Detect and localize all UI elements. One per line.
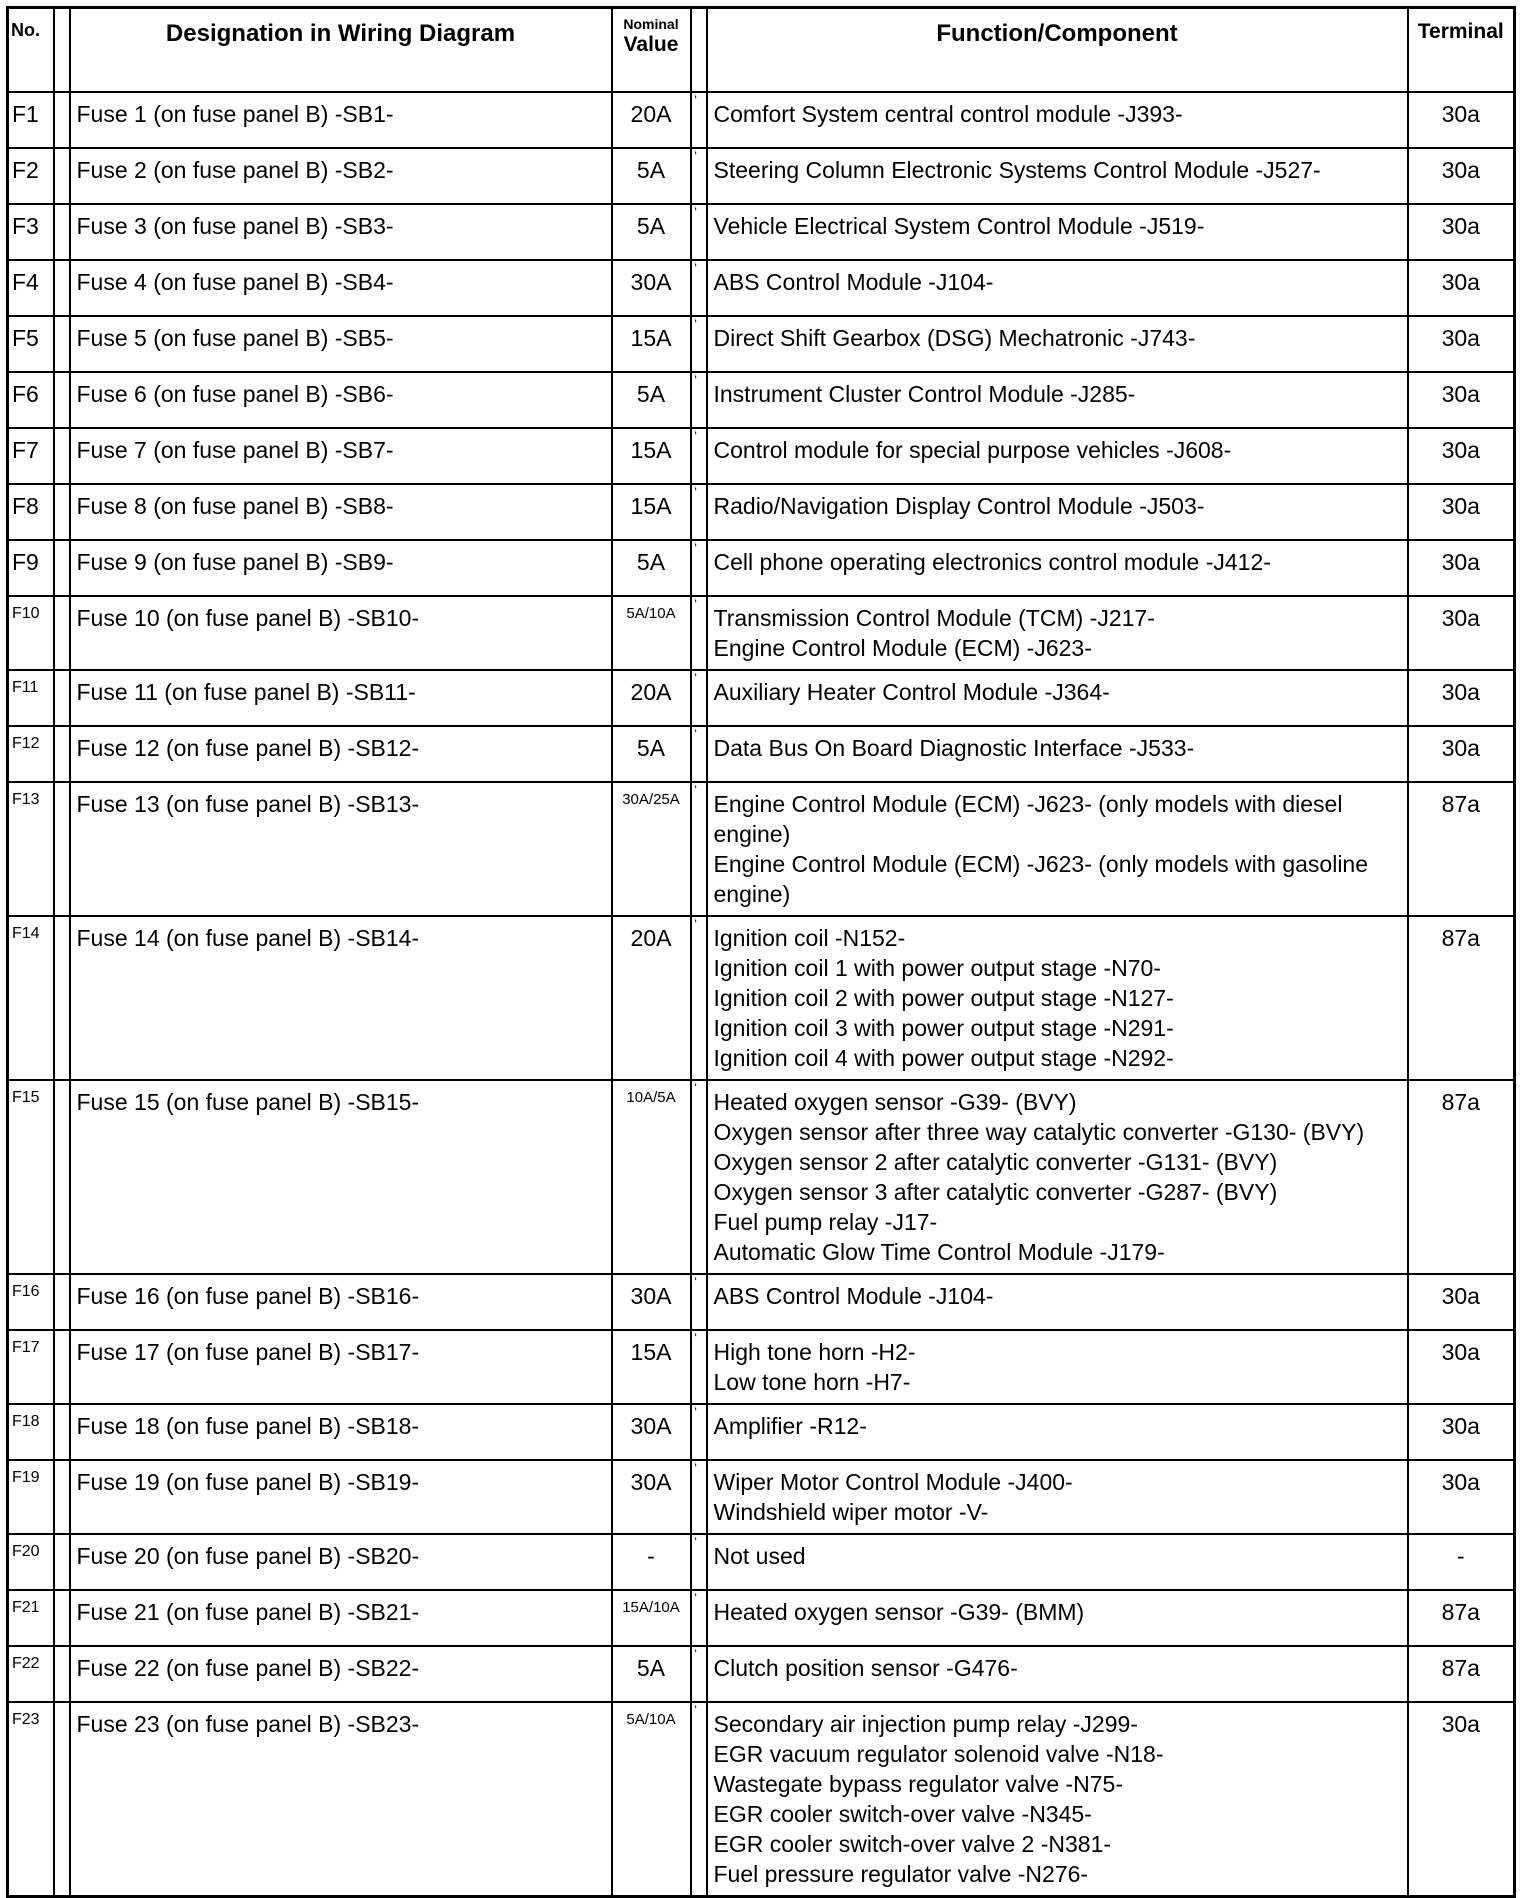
table-row [8, 204, 1515, 260]
function-line: Comfort System central control module -J393- [713, 101, 1183, 127]
fuse-terminal: 30a [1408, 484, 1515, 540]
fuse-designation: Fuse 12 (on fuse panel B) -SB12- [70, 726, 612, 782]
function-line: Direct Shift Gearbox (DSG) Mechatronic -J743- [713, 325, 1196, 351]
row-spacer [54, 484, 70, 540]
fuse-table [6, 6, 1516, 1898]
function-line: Not used [713, 1543, 806, 1569]
row-spacer [54, 1460, 70, 1534]
row-spacer [691, 1646, 707, 1702]
fuse-function [707, 726, 1408, 782]
fuse-number: F11 [8, 670, 54, 726]
table-row [8, 540, 1515, 596]
row-spacer [54, 670, 70, 726]
fuse-designation: Fuse 16 (on fuse panel B) -SB16- [70, 1274, 612, 1330]
fuse-nominal-value: 5A [612, 204, 691, 260]
row-spacer [54, 428, 70, 484]
fuse-number: F18 [8, 1404, 54, 1460]
function-line: Heated oxygen sensor -G39- (BVY) [713, 1089, 1077, 1115]
table-row [8, 596, 1515, 670]
fuse-nominal-value: 15A [612, 1330, 691, 1404]
function-line: ABS Control Module -J104- [713, 269, 994, 295]
function-line: Cell phone operating electronics control module -J412- [713, 549, 1271, 575]
fuse-number: F12 [8, 726, 54, 782]
fuse-nominal-value: 5A [612, 148, 691, 204]
fuse-function [707, 1534, 1408, 1590]
fuse-nominal-value: 20A [612, 916, 691, 1080]
fuse-number: F16 [8, 1274, 54, 1330]
fuse-nominal-value: 15A [612, 428, 691, 484]
row-spacer [691, 260, 707, 316]
fuse-terminal: 30a [1408, 92, 1515, 148]
fuse-nominal-value: 15A/10A [612, 1590, 691, 1646]
function-line: Ignition coil -N152- [713, 925, 906, 951]
function-line: Instrument Cluster Control Module -J285- [713, 381, 1136, 407]
fuse-function [707, 260, 1408, 316]
row-spacer [54, 316, 70, 372]
row-spacer [54, 372, 70, 428]
fuse-function [707, 1274, 1408, 1330]
fuse-terminal: 30a [1408, 1702, 1515, 1897]
fuse-function [707, 916, 1408, 1080]
fuse-function [707, 204, 1408, 260]
fuse-terminal: 30a [1408, 670, 1515, 726]
fuse-terminal: 30a [1408, 596, 1515, 670]
fuse-number: F13 [8, 782, 54, 916]
fuse-nominal-value: - [612, 1534, 691, 1590]
table-row [8, 1590, 1515, 1646]
row-spacer [54, 596, 70, 670]
fuse-terminal: 30a [1408, 316, 1515, 372]
fuse-number: F1 [8, 92, 54, 148]
function-line: Data Bus On Board Diagnostic Interface -J533- [713, 735, 1195, 761]
table-row [8, 1330, 1515, 1404]
fuse-nominal-value: 30A [612, 1274, 691, 1330]
fuse-number: F7 [8, 428, 54, 484]
fuse-designation: Fuse 3 (on fuse panel B) -SB3- [70, 204, 612, 260]
fuse-number: F3 [8, 204, 54, 260]
fuse-nominal-value: 10A/5A [612, 1080, 691, 1274]
fuse-function [707, 484, 1408, 540]
fuse-nominal-value: 15A [612, 316, 691, 372]
table-row [8, 484, 1515, 540]
table-row [8, 782, 1515, 916]
fuse-terminal: 30a [1408, 1330, 1515, 1404]
fuse-table-body [8, 92, 1515, 1897]
fuse-nominal-value: 5A [612, 372, 691, 428]
fuse-designation: Fuse 17 (on fuse panel B) -SB17- [70, 1330, 612, 1404]
fuse-function [707, 1330, 1408, 1404]
fuse-nominal-value: 5A [612, 1646, 691, 1702]
function-line: Oxygen sensor 3 after catalytic converter -G287- (BVY) [713, 1179, 1278, 1205]
function-line: Engine Control Module (ECM) -J623- (only models with gasoline engine) [713, 851, 1369, 907]
fuse-function [707, 1702, 1408, 1897]
table-row [8, 670, 1515, 726]
table-row [8, 1702, 1515, 1897]
header-spacer [54, 8, 70, 93]
row-spacer [54, 92, 70, 148]
table-row [8, 726, 1515, 782]
table-row [8, 148, 1515, 204]
fuse-function [707, 670, 1408, 726]
fuse-designation: Fuse 23 (on fuse panel B) -SB23- [70, 1702, 612, 1897]
function-line: Oxygen sensor after three way catalytic converter -G130- (BVY) [713, 1119, 1365, 1145]
table-row [8, 1404, 1515, 1460]
fuse-function [707, 428, 1408, 484]
row-spacer [54, 204, 70, 260]
function-line: Low tone horn -H7- [713, 1369, 911, 1395]
function-line: Amplifier -R12- [713, 1413, 867, 1439]
fuse-designation: Fuse 14 (on fuse panel B) -SB14- [70, 916, 612, 1080]
header-row [8, 8, 1515, 93]
function-line: ABS Control Module -J104- [713, 1283, 994, 1309]
function-line: EGR cooler switch-over valve 2 -N381- [713, 1831, 1112, 1857]
table-row [8, 316, 1515, 372]
row-spacer [691, 540, 707, 596]
fuse-designation: Fuse 8 (on fuse panel B) -SB8- [70, 484, 612, 540]
fuse-number: F23 [8, 1702, 54, 1897]
row-spacer [54, 1590, 70, 1646]
row-spacer [691, 1460, 707, 1534]
row-spacer [54, 726, 70, 782]
function-line: Oxygen sensor 2 after catalytic converter -G131- (BVY) [713, 1149, 1278, 1175]
header-terminal: Terminal [1408, 8, 1515, 93]
header-nominal-value [612, 8, 691, 93]
fuse-designation: Fuse 5 (on fuse panel B) -SB5- [70, 316, 612, 372]
function-line: Ignition coil 4 with power output stage -N292- [713, 1045, 1174, 1071]
fuse-terminal: 30a [1408, 1404, 1515, 1460]
fuse-nominal-value: 20A [612, 670, 691, 726]
fuse-designation: Fuse 20 (on fuse panel B) -SB20- [70, 1534, 612, 1590]
fuse-nominal-value: 30A [612, 260, 691, 316]
fuse-designation: Fuse 11 (on fuse panel B) -SB11- [70, 670, 612, 726]
row-spacer [691, 1404, 707, 1460]
fuse-terminal: - [1408, 1534, 1515, 1590]
fuse-number: F14 [8, 916, 54, 1080]
function-line: Ignition coil 1 with power output stage -N70- [713, 955, 1161, 981]
header-spacer [691, 8, 707, 93]
function-line: Wiper Motor Control Module -J400- [713, 1469, 1073, 1495]
row-spacer [691, 1274, 707, 1330]
row-spacer [691, 1702, 707, 1897]
fuse-terminal: 30a [1408, 726, 1515, 782]
header-nominal-label: Nominal [623, 16, 679, 32]
header-function: Function/Component [707, 8, 1408, 93]
function-line: Radio/Navigation Display Control Module -J503- [713, 493, 1205, 519]
table-row [8, 1534, 1515, 1590]
fuse-number: F19 [8, 1460, 54, 1534]
fuse-designation: Fuse 6 (on fuse panel B) -SB6- [70, 372, 612, 428]
fuse-designation: Fuse 9 (on fuse panel B) -SB9- [70, 540, 612, 596]
fuse-nominal-value: 5A [612, 540, 691, 596]
function-line: Vehicle Electrical System Control Module -J519- [713, 213, 1205, 239]
fuse-nominal-value: 20A [612, 92, 691, 148]
fuse-terminal: 30a [1408, 204, 1515, 260]
row-spacer [691, 484, 707, 540]
function-line: Fuel pressure regulator valve -N276- [713, 1861, 1089, 1887]
row-spacer [691, 596, 707, 670]
row-spacer [54, 260, 70, 316]
table-row [8, 372, 1515, 428]
row-spacer [691, 782, 707, 916]
row-spacer [691, 372, 707, 428]
row-spacer [54, 1080, 70, 1274]
function-line: Steering Column Electronic Systems Control Module -J527- [713, 157, 1321, 183]
fuse-nominal-value: 30A [612, 1460, 691, 1534]
fuse-terminal: 87a [1408, 782, 1515, 916]
row-spacer [54, 1702, 70, 1897]
function-line: Auxiliary Heater Control Module -J364- [713, 679, 1110, 705]
table-row [8, 916, 1515, 1080]
fuse-number: F22 [8, 1646, 54, 1702]
table-row [8, 1080, 1515, 1274]
fuse-function [707, 92, 1408, 148]
fuse-function [707, 148, 1408, 204]
function-line: High tone horn -H2- [713, 1339, 916, 1365]
fuse-number: F21 [8, 1590, 54, 1646]
fuse-designation: Fuse 2 (on fuse panel B) -SB2- [70, 148, 612, 204]
fuse-nominal-value: 5A/10A [612, 596, 691, 670]
fuse-designation: Fuse 4 (on fuse panel B) -SB4- [70, 260, 612, 316]
fuse-designation: Fuse 19 (on fuse panel B) -SB19- [70, 1460, 612, 1534]
row-spacer [691, 92, 707, 148]
function-line: EGR vacuum regulator solenoid valve -N18- [713, 1741, 1164, 1767]
fuse-number: F20 [8, 1534, 54, 1590]
function-line: Engine Control Module (ECM) -J623- [713, 635, 1092, 661]
function-line: Fuel pump relay -J17- [713, 1209, 938, 1235]
row-spacer [691, 316, 707, 372]
header-value-label: Value [623, 33, 679, 56]
function-line: Transmission Control Module (TCM) -J217- [713, 605, 1155, 631]
table-row [8, 1646, 1515, 1702]
fuse-nominal-value: 30A/25A [612, 782, 691, 916]
fuse-terminal: 30a [1408, 1274, 1515, 1330]
row-spacer [691, 148, 707, 204]
header-designation: Designation in Wiring Diagram [70, 8, 612, 93]
fuse-designation: Fuse 22 (on fuse panel B) -SB22- [70, 1646, 612, 1702]
fuse-terminal: 30a [1408, 540, 1515, 596]
fuse-number: F10 [8, 596, 54, 670]
row-spacer [54, 1646, 70, 1702]
fuse-nominal-value: 30A [612, 1404, 691, 1460]
row-spacer [54, 782, 70, 916]
row-spacer [54, 540, 70, 596]
fuse-terminal: 87a [1408, 1080, 1515, 1274]
row-spacer [691, 1330, 707, 1404]
function-line: Automatic Glow Time Control Module -J179- [713, 1239, 1165, 1265]
fuse-designation: Fuse 15 (on fuse panel B) -SB15- [70, 1080, 612, 1274]
row-spacer [691, 1080, 707, 1274]
fuse-function [707, 1080, 1408, 1274]
row-spacer [691, 1590, 707, 1646]
fuse-terminal: 30a [1408, 428, 1515, 484]
fuse-function [707, 782, 1408, 916]
fuse-number: F9 [8, 540, 54, 596]
row-spacer [54, 1404, 70, 1460]
fuse-terminal: 87a [1408, 1590, 1515, 1646]
function-line: Secondary air injection pump relay -J299- [713, 1711, 1138, 1737]
fuse-nominal-value: 15A [612, 484, 691, 540]
fuse-designation: Fuse 10 (on fuse panel B) -SB10- [70, 596, 612, 670]
row-spacer [691, 428, 707, 484]
fuse-number: F15 [8, 1080, 54, 1274]
fuse-function [707, 316, 1408, 372]
function-line: Control module for special purpose vehicles -J608- [713, 437, 1232, 463]
table-row [8, 1460, 1515, 1534]
fuse-number: F17 [8, 1330, 54, 1404]
function-line: Engine Control Module (ECM) -J623- (only models with diesel engine) [713, 791, 1343, 847]
fuse-function [707, 596, 1408, 670]
function-line: Ignition coil 3 with power output stage -N291- [713, 1015, 1174, 1041]
fuse-designation: Fuse 13 (on fuse panel B) -SB13- [70, 782, 612, 916]
function-line: Ignition coil 2 with power output stage -N127- [713, 985, 1174, 1011]
row-spacer [54, 148, 70, 204]
function-line: Windshield wiper motor -V- [713, 1499, 989, 1525]
fuse-number: F8 [8, 484, 54, 540]
fuse-terminal: 87a [1408, 1646, 1515, 1702]
row-spacer [54, 1274, 70, 1330]
table-row [8, 1274, 1515, 1330]
fuse-number: F2 [8, 148, 54, 204]
table-row [8, 92, 1515, 148]
fuse-designation: Fuse 21 (on fuse panel B) -SB21- [70, 1590, 612, 1646]
row-spacer [691, 204, 707, 260]
fuse-terminal: 30a [1408, 148, 1515, 204]
fuse-designation: Fuse 7 (on fuse panel B) -SB7- [70, 428, 612, 484]
row-spacer [691, 916, 707, 1080]
function-line: EGR cooler switch-over valve -N345- [713, 1801, 1092, 1827]
fuse-terminal: 87a [1408, 916, 1515, 1080]
fuse-terminal: 30a [1408, 1460, 1515, 1534]
fuse-function [707, 1646, 1408, 1702]
row-spacer [691, 670, 707, 726]
fuse-function [707, 1404, 1408, 1460]
fuse-designation: Fuse 1 (on fuse panel B) -SB1- [70, 92, 612, 148]
fuse-number: F5 [8, 316, 54, 372]
fuse-function [707, 540, 1408, 596]
function-line: Heated oxygen sensor -G39- (BMM) [713, 1599, 1085, 1625]
fuse-nominal-value: 5A [612, 726, 691, 782]
header-no: No. [8, 8, 54, 93]
fuse-function [707, 372, 1408, 428]
fuse-number: F6 [8, 372, 54, 428]
function-line: Wastegate bypass regulator valve -N75- [713, 1771, 1124, 1797]
fuse-terminal: 30a [1408, 260, 1515, 316]
fuse-terminal: 30a [1408, 372, 1515, 428]
function-line: Clutch position sensor -G476- [713, 1655, 1018, 1681]
fuse-number: F4 [8, 260, 54, 316]
table-row [8, 428, 1515, 484]
fuse-function [707, 1590, 1408, 1646]
row-spacer [691, 726, 707, 782]
row-spacer [691, 1534, 707, 1590]
row-spacer [54, 916, 70, 1080]
fuse-function [707, 1460, 1408, 1534]
row-spacer [54, 1534, 70, 1590]
fuse-designation: Fuse 18 (on fuse panel B) -SB18- [70, 1404, 612, 1460]
fuse-nominal-value: 5A/10A [612, 1702, 691, 1897]
table-row [8, 260, 1515, 316]
row-spacer [54, 1330, 70, 1404]
